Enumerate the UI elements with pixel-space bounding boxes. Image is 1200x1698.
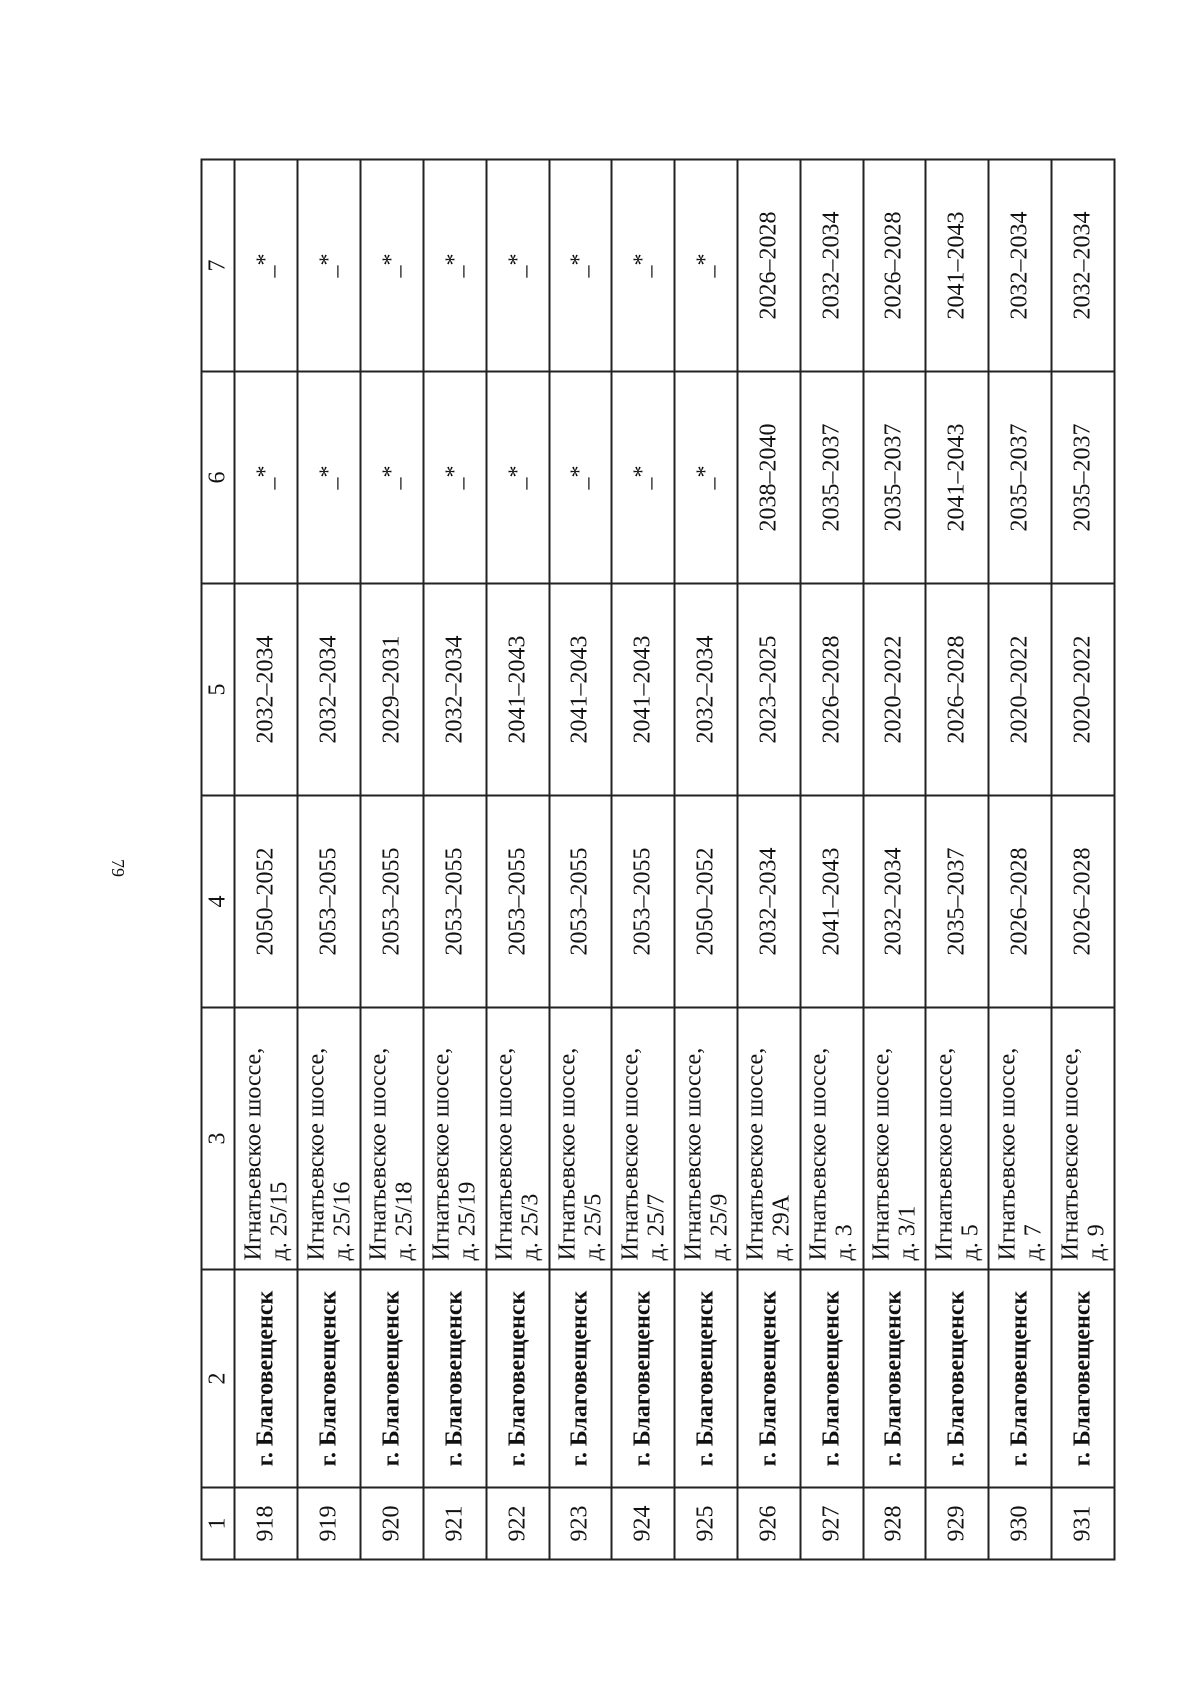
address-cell (926, 1007, 989, 1269)
table-row (926, 159, 989, 1559)
period-cell-7: _* (423, 159, 486, 371)
row-number-cell: 927 (800, 1487, 863, 1559)
row-number-cell: 928 (863, 1487, 926, 1559)
period-cell-5: 2032–2034 (298, 583, 361, 795)
city-cell: г. Благовещенск (486, 1269, 549, 1487)
address-street: Игнатьевское шоссе, (491, 1047, 518, 1260)
period-cell-4: 2032–2034 (863, 795, 926, 1007)
period-cell-6: _* (675, 371, 738, 583)
address-street: Игнатьевское шоссе, (365, 1047, 392, 1260)
period-cell-7: _* (612, 159, 675, 371)
period-cell-6: _* (361, 371, 424, 583)
address-street: Игнатьевское шоссе, (805, 1047, 832, 1260)
period-cell-5: 2032–2034 (235, 583, 298, 795)
period-cell-5: 2020–2022 (989, 583, 1052, 795)
period-cell-5: 2023–2025 (737, 583, 800, 795)
table-row (235, 159, 298, 1559)
city-cell: г. Благовещенск (863, 1269, 926, 1487)
period-cell-7: _* (486, 159, 549, 371)
table-row (989, 159, 1052, 1559)
period-cell-7: 2026–2028 (737, 159, 800, 371)
address-house: д. 25/9 (706, 1193, 733, 1260)
period-cell-6: _* (423, 371, 486, 583)
period-cell-7: 2032–2034 (800, 159, 863, 371)
table-header-row (202, 159, 235, 1559)
period-cell-7: _* (675, 159, 738, 371)
row-number-cell: 920 (361, 1487, 424, 1559)
row-number-cell: 918 (235, 1487, 298, 1559)
period-cell-4: 2053–2055 (612, 795, 675, 1007)
period-cell-4: 2026–2028 (989, 795, 1052, 1007)
period-cell-4: 2053–2055 (486, 795, 549, 1007)
city-cell: г. Благовещенск (423, 1269, 486, 1487)
period-cell-6: _* (486, 371, 549, 583)
address-cell (675, 1007, 738, 1269)
address-cell (1052, 1007, 1115, 1269)
period-cell-6: 2038–2040 (737, 371, 800, 583)
period-cell-4: 2026–2028 (1052, 795, 1115, 1007)
header-cell: 7 (202, 159, 235, 371)
row-number-cell: 919 (298, 1487, 361, 1559)
period-cell-6: 2035–2037 (863, 371, 926, 583)
period-cell-6: 2035–2037 (800, 371, 863, 583)
address-cell (989, 1007, 1052, 1269)
address-cell (800, 1007, 863, 1269)
city-cell: г. Благовещенск (989, 1269, 1052, 1487)
period-cell-5: 2020–2022 (863, 583, 926, 795)
row-number-cell: 931 (1052, 1487, 1115, 1559)
address-house: д. 25/16 (329, 1181, 356, 1260)
city-cell: г. Благовещенск (800, 1269, 863, 1487)
period-cell-4: 2053–2055 (361, 795, 424, 1007)
table-row (737, 159, 800, 1559)
row-number-cell: 925 (675, 1487, 738, 1559)
table-row (612, 159, 675, 1559)
period-cell-7: _* (235, 159, 298, 371)
period-cell-5: 2041–2043 (549, 583, 612, 795)
row-number-cell: 923 (549, 1487, 612, 1559)
table-row (800, 159, 863, 1559)
header-cell: 5 (202, 583, 235, 795)
row-number-cell: 922 (486, 1487, 549, 1559)
address-cell (549, 1007, 612, 1269)
header-cell: 2 (202, 1269, 235, 1487)
table-row (423, 159, 486, 1559)
address-cell (863, 1007, 926, 1269)
address-cell (235, 1007, 298, 1269)
period-cell-4: 2053–2055 (549, 795, 612, 1007)
address-street: Игнатьевское шоссе, (680, 1047, 707, 1260)
address-house: д. 25/7 (643, 1193, 670, 1260)
table-row (675, 159, 738, 1559)
period-cell-6: 2035–2037 (1052, 371, 1115, 583)
city-cell: г. Благовещенск (612, 1269, 675, 1487)
address-house: д. 29А (768, 1194, 795, 1260)
period-cell-4: 2035–2037 (926, 795, 989, 1007)
address-house: д. 25/18 (391, 1181, 418, 1260)
period-cell-6: _* (235, 371, 298, 583)
period-cell-6: _* (612, 371, 675, 583)
table-row (486, 159, 549, 1559)
address-house: д. 3 (831, 1223, 858, 1260)
address-house: д. 25/3 (517, 1193, 544, 1260)
period-cell-5: 2032–2034 (423, 583, 486, 795)
city-cell: г. Благовещенск (361, 1269, 424, 1487)
period-cell-7: 2032–2034 (1052, 159, 1115, 371)
address-cell (423, 1007, 486, 1269)
address-cell (486, 1007, 549, 1269)
period-cell-6: 2035–2037 (989, 371, 1052, 583)
period-cell-6: _* (298, 371, 361, 583)
period-cell-5: 2032–2034 (675, 583, 738, 795)
address-cell (737, 1007, 800, 1269)
city-cell: г. Благовещенск (926, 1269, 989, 1487)
table-row (549, 159, 612, 1559)
address-street: Игнатьевское шоссе, (868, 1047, 895, 1260)
address-house: д. 7 (1020, 1223, 1047, 1260)
table-body (202, 159, 1115, 1559)
row-number-cell: 929 (926, 1487, 989, 1559)
city-cell: г. Благовещенск (1052, 1269, 1115, 1487)
period-cell-7: 2032–2034 (989, 159, 1052, 371)
period-cell-4: 2050–2052 (235, 795, 298, 1007)
address-street: Игнатьевское шоссе, (994, 1047, 1021, 1260)
period-cell-5: 2041–2043 (486, 583, 549, 795)
city-cell: г. Благовещенск (235, 1269, 298, 1487)
period-cell-5: 2029–2031 (361, 583, 424, 795)
period-cell-4: 2053–2055 (298, 795, 361, 1007)
address-street: Игнатьевское шоссе, (1057, 1047, 1083, 1260)
period-cell-4: 2041–2043 (800, 795, 863, 1007)
address-street: Игнатьевское шоссе, (617, 1047, 644, 1260)
row-number-cell: 930 (989, 1487, 1052, 1559)
address-street: Игнатьевское шоссе, (931, 1047, 958, 1260)
table-row (298, 159, 361, 1559)
period-cell-5: 2041–2043 (612, 583, 675, 795)
city-cell: г. Благовещенск (675, 1269, 738, 1487)
table-rotated-wrapper (201, 160, 1116, 1560)
page-number: 79 (108, 859, 128, 877)
period-cell-5: 2026–2028 (926, 583, 989, 795)
address-house: д. 9 (1083, 1223, 1109, 1260)
address-house: д. 3/1 (894, 1205, 921, 1260)
header-cell: 6 (202, 371, 235, 583)
period-cell-6: _* (549, 371, 612, 583)
address-street: Игнатьевское шоссе, (428, 1047, 455, 1260)
address-cell (361, 1007, 424, 1269)
data-table (201, 158, 1116, 1560)
period-cell-7: 2026–2028 (863, 159, 926, 371)
address-house: д. 25/19 (454, 1181, 481, 1260)
row-number-cell: 921 (423, 1487, 486, 1559)
table-row (1052, 159, 1115, 1559)
period-cell-6: 2041–2043 (926, 371, 989, 583)
city-cell: г. Благовещенск (737, 1269, 800, 1487)
period-cell-7: _* (361, 159, 424, 371)
city-cell: г. Благовещенск (549, 1269, 612, 1487)
header-cell: 4 (202, 795, 235, 1007)
address-street: Игнатьевское шоссе, (240, 1047, 267, 1260)
table-row (863, 159, 926, 1559)
address-street: Игнатьевское шоссе, (303, 1047, 330, 1260)
period-cell-4: 2050–2052 (675, 795, 738, 1007)
row-number-cell: 924 (612, 1487, 675, 1559)
city-cell: г. Благовещенск (298, 1269, 361, 1487)
period-cell-4: 2032–2034 (737, 795, 800, 1007)
table-row (361, 159, 424, 1559)
address-street: Игнатьевское шоссе, (554, 1047, 581, 1260)
address-house: д. 25/5 (580, 1193, 607, 1260)
address-street: Игнатьевское шоссе, (742, 1047, 769, 1260)
period-cell-7: 2041–2043 (926, 159, 989, 371)
row-number-cell: 926 (737, 1487, 800, 1559)
period-cell-5: 2020–2022 (1052, 583, 1115, 795)
header-cell: 3 (202, 1007, 235, 1269)
period-cell-5: 2026–2028 (800, 583, 863, 795)
period-cell-7: _* (549, 159, 612, 371)
address-house: д. 25/15 (266, 1181, 293, 1260)
period-cell-4: 2053–2055 (423, 795, 486, 1007)
period-cell-7: _* (298, 159, 361, 371)
header-cell: 1 (202, 1487, 235, 1559)
address-cell (612, 1007, 675, 1269)
address-house: д. 5 (957, 1223, 984, 1260)
address-cell (298, 1007, 361, 1269)
